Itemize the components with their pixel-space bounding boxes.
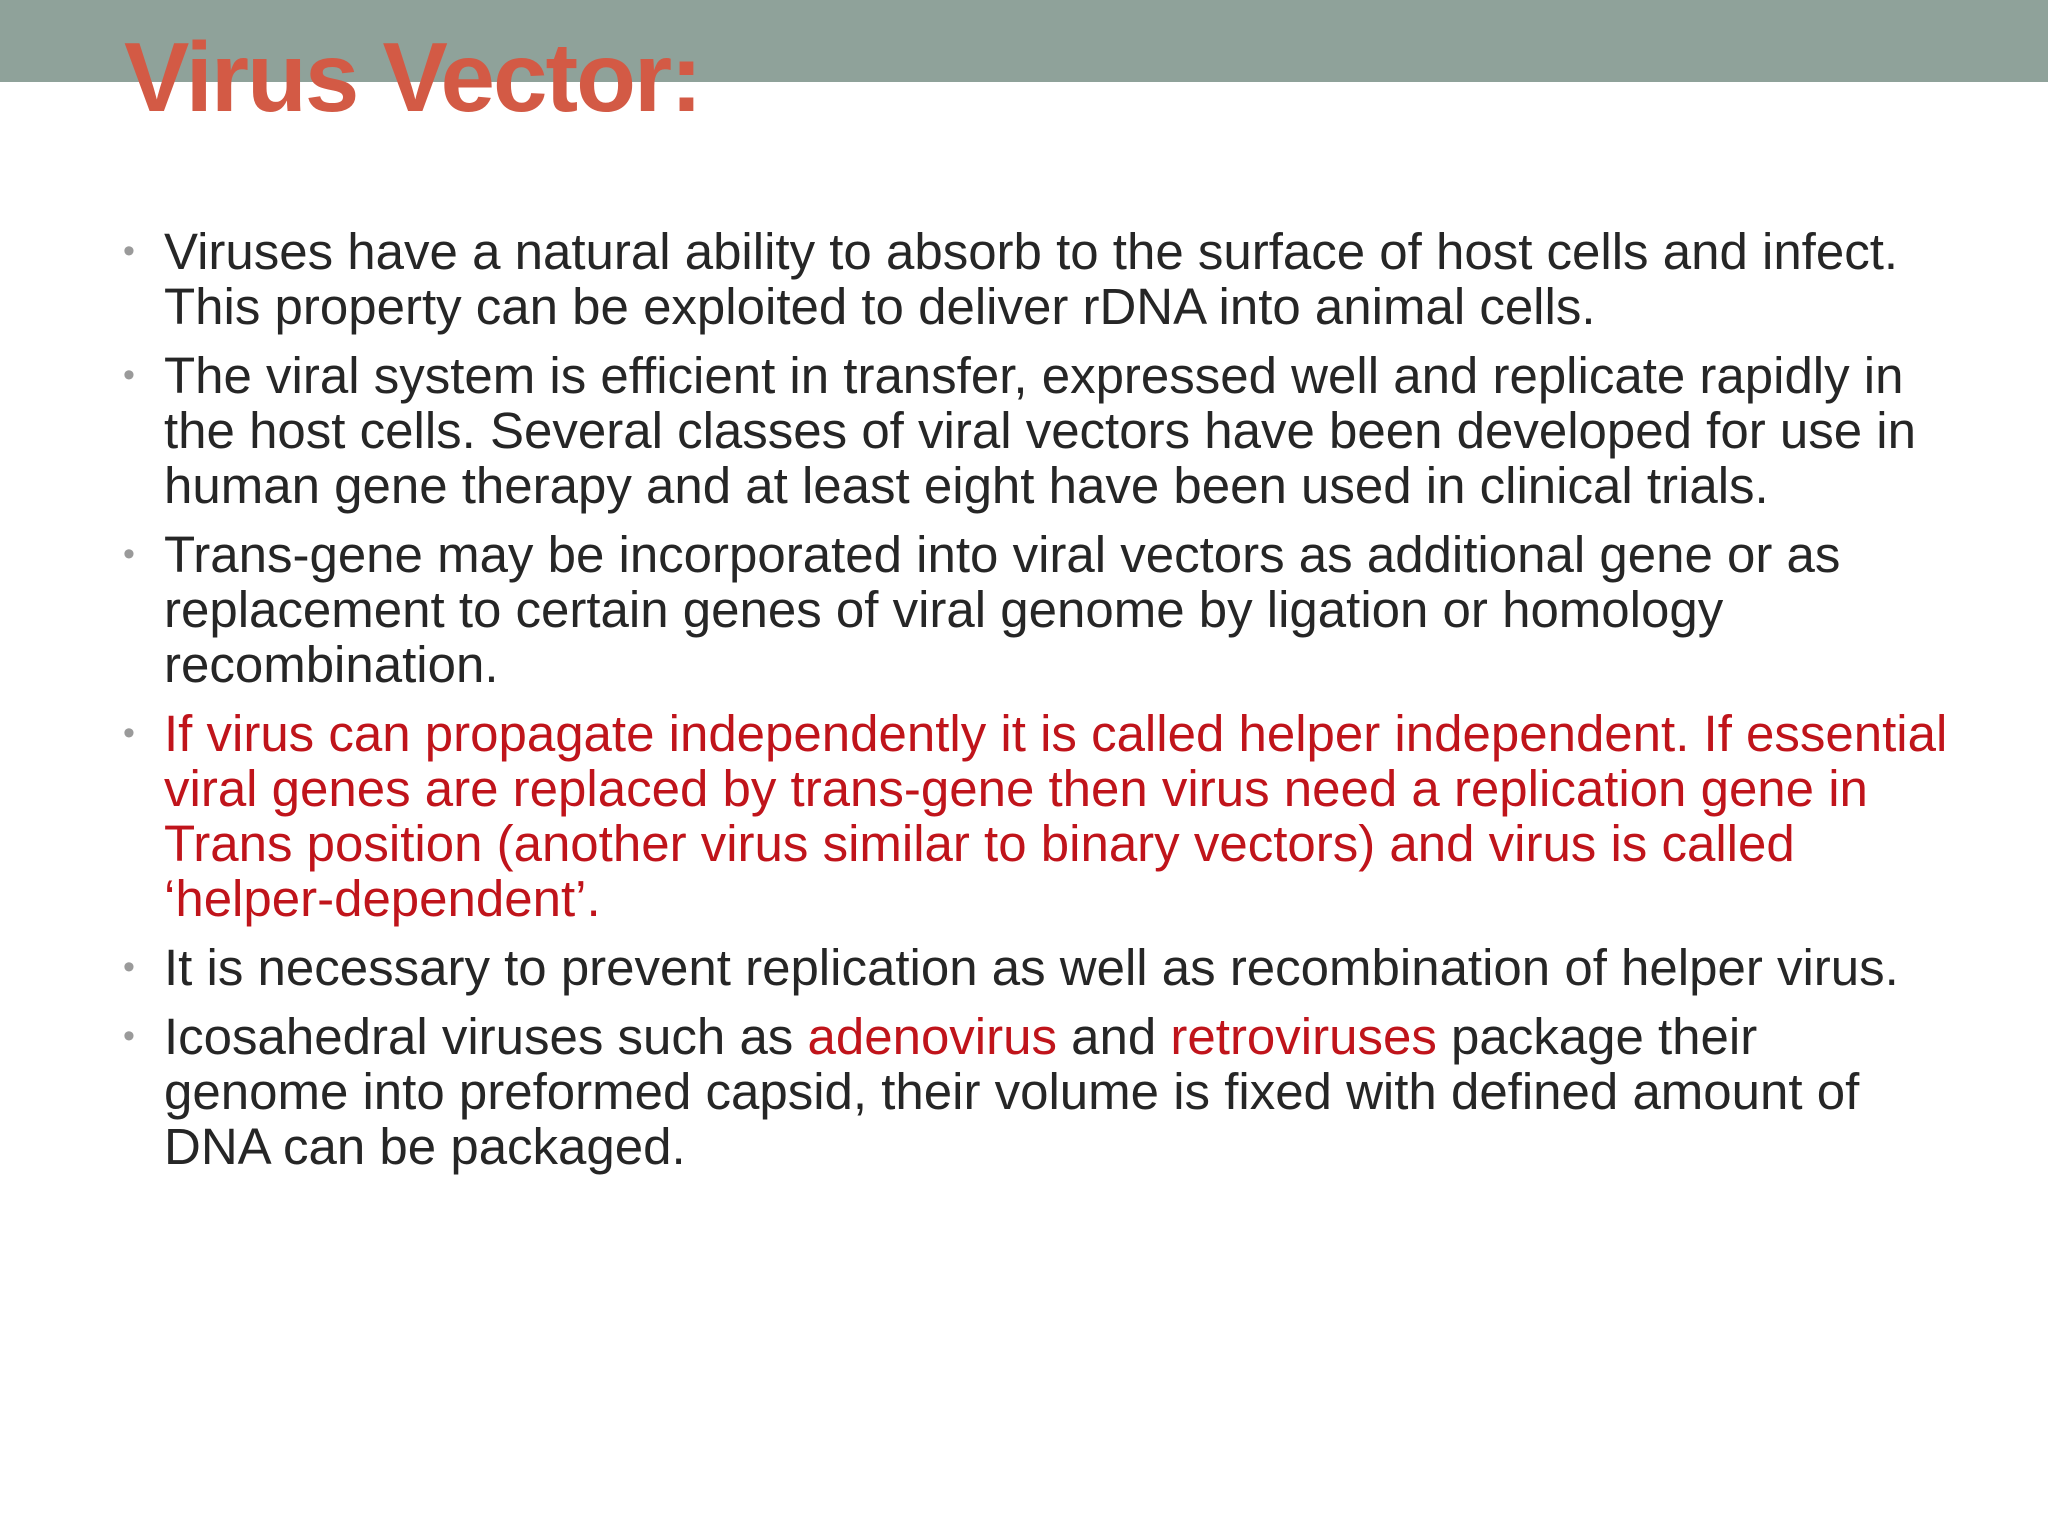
- bullet-item-highlighted: [118, 706, 1948, 926]
- bullet-text: Viruses have a natural ability to absorb to the surface of host cells and infect. This property can be exploited to deliver rDNA into animal cells.: [164, 223, 1899, 335]
- bullet-dot-icon: •: [123, 232, 135, 270]
- bullet-item: [118, 224, 1948, 334]
- bullet-item: [118, 348, 1948, 513]
- bullet-text-segment: package their genome into preformed capsid, their volume is fixed with defined amount of DNA can be packaged.: [164, 1008, 1860, 1175]
- bullet-dot-icon: •: [123, 948, 135, 986]
- bullet-item: [118, 527, 1948, 692]
- bullet-text: The viral system is efficient in transfer, expressed well and replicate rapidly in the host cells. Several classes of viral vectors have been developed for use in human gene therapy and at least eight have been used in clinical trials.: [164, 347, 1916, 514]
- slide-title: Virus Vector:: [124, 22, 701, 132]
- bullet-item: [118, 940, 1948, 995]
- bullet-text: It is necessary to prevent replication as well as recombination of helper virus.: [164, 939, 1899, 996]
- bullet-item: [118, 1009, 1948, 1174]
- bullet-dot-icon: •: [123, 1017, 135, 1055]
- bullet-text: Trans-gene may be incorporated into viral vectors as additional gene or as replacement to certain genes of viral genome by ligation or homology recombination.: [164, 526, 1841, 693]
- bullet-dot-icon: •: [123, 356, 135, 394]
- bullet-text-segment: Icosahedral viruses such as: [164, 1008, 808, 1065]
- bullet-dot-icon: •: [123, 714, 135, 752]
- bullet-text: [164, 1008, 1859, 1175]
- bullet-text: If virus can propagate independently it is called helper independent. If essential viral genes are replaced by trans-gene then virus need a replication gene in Trans position (another virus similar to binary vectors) and virus is called ‘helper-dependent’.: [164, 705, 1948, 927]
- bullet-dot-icon: •: [123, 535, 135, 573]
- highlighted-term-retroviruses: retroviruses: [1170, 1008, 1437, 1065]
- bullet-list: [118, 224, 1948, 1188]
- highlighted-term-adenovirus: adenovirus: [807, 1008, 1057, 1065]
- bullet-text-segment: and: [1056, 1008, 1171, 1065]
